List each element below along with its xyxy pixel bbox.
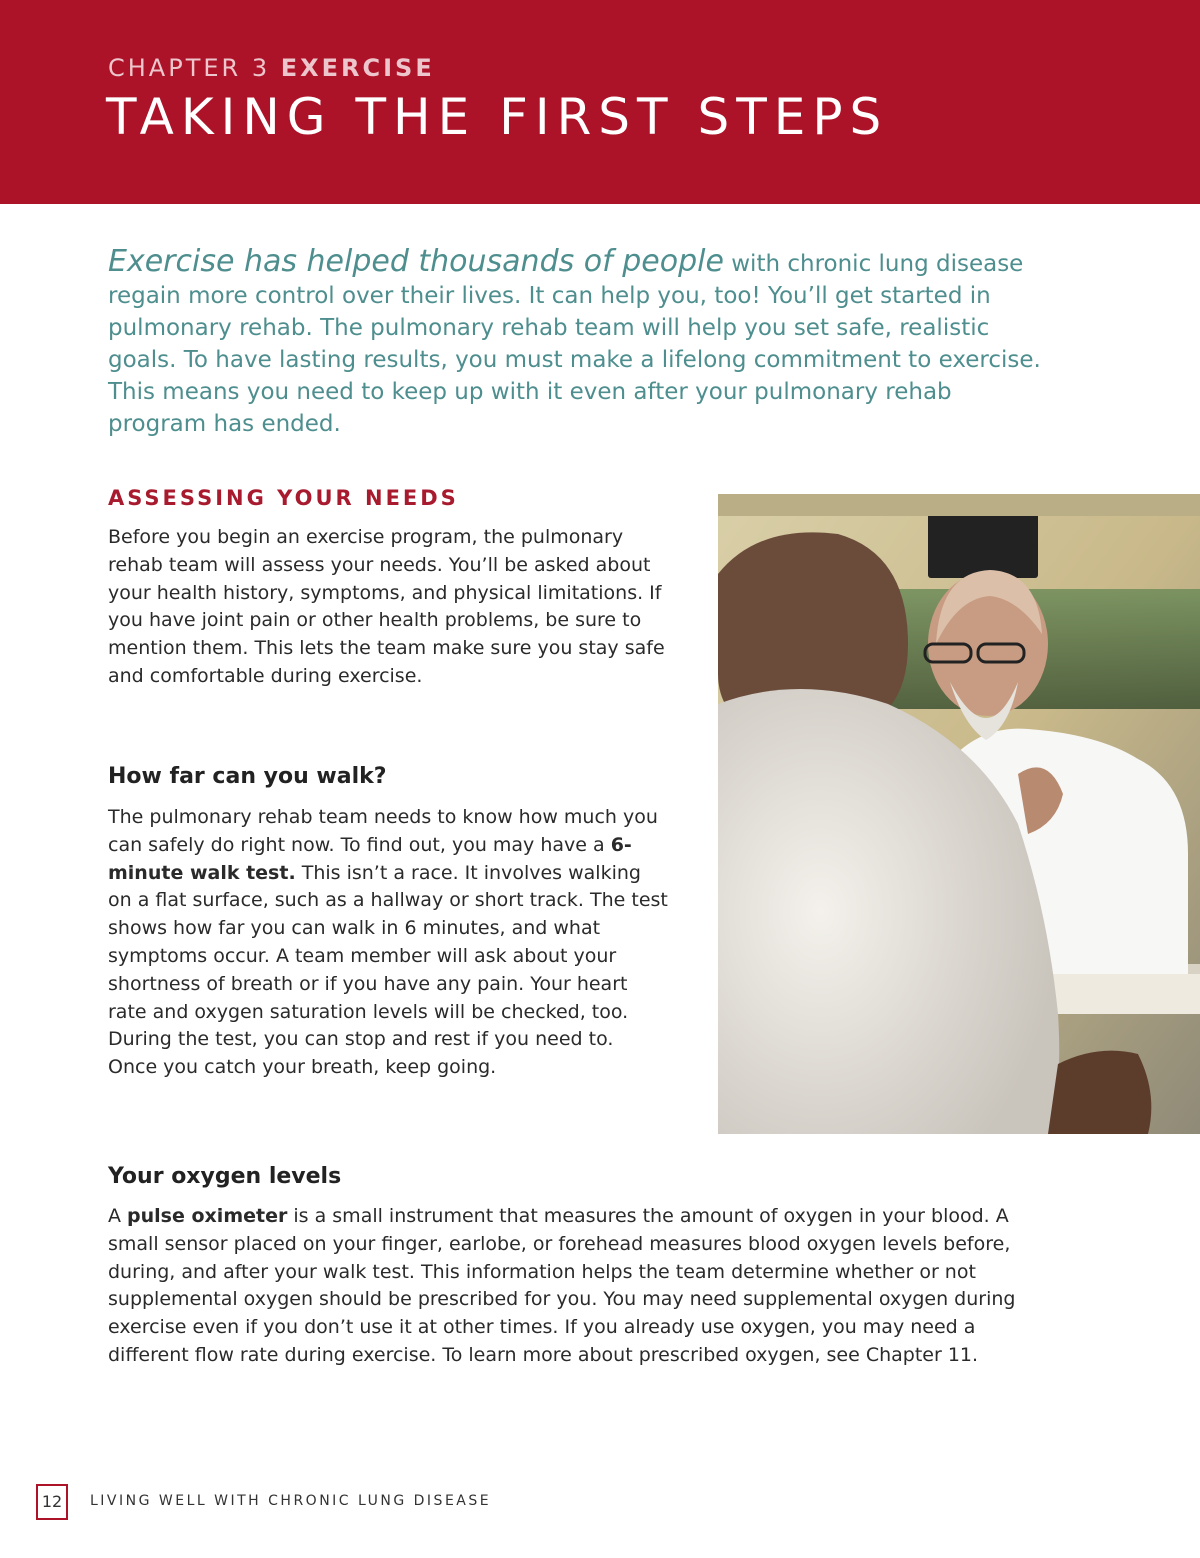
- chapter-number: CHAPTER 3: [108, 54, 271, 82]
- walk-paragraph: [108, 804, 668, 1082]
- chapter-header-band: [0, 0, 1200, 204]
- page-title: TAKING THE FIRST STEPS: [106, 88, 889, 146]
- intro-rest: with chronic lung disease regain more control over their lives. It can help you, too! You’ll get started in pulmonary rehab. The pulmonary rehab team will help you set safe, realistic goals. To have lasting results, you must make a lifelong commitment to exercise. This means you need to keep up with it even after your pulmonary rehab program has ended.: [108, 251, 1041, 437]
- subheading-oxygen: Your oxygen levels: [108, 1164, 342, 1189]
- subheading-walk: How far can you walk?: [108, 764, 387, 789]
- chapter-name: EXERCISE: [280, 54, 435, 82]
- footer-book-title: LIVING WELL WITH CHRONIC LUNG DISEASE: [90, 1493, 492, 1509]
- oxygen-text-2: is a small instrument that measures the amount of oxygen in your blood. A small sensor placed on your finger, earlobe, or forehead measures blood oxygen levels before, during, and after your walk test. This information helps the team determine whether or not supplemental oxygen should be prescribed for you. You may need supplemental oxygen during exercise even if you don’t use it at other times. If you already use oxygen, you may need a different flow rate during exercise. To learn more about prescribed oxygen, see Chapter 11.: [108, 1205, 1016, 1366]
- oxygen-paragraph: [108, 1203, 1048, 1370]
- page-number: 12: [36, 1484, 68, 1520]
- assessing-paragraph: Before you begin an exercise program, the pulmonary rehab team will assess your needs. You’ll be asked about your health history, symptoms, and physical limitations. If you have joint pain or other health problems, be sure to mention them. This lets the team make sure you stay safe and comfortable during exercise.: [108, 526, 665, 687]
- patient-consultation-photo: [718, 494, 1200, 1134]
- section-heading-assessing: ASSESSING YOUR NEEDS: [108, 486, 459, 510]
- walk-text-1: The pulmonary rehab team needs to know how much you can safely do right now. To find out, you may have a: [108, 806, 658, 856]
- pulse-oximeter-term: pulse oximeter: [127, 1205, 288, 1227]
- intro-lead: Exercise has helped thousands of people: [108, 244, 724, 279]
- intro-paragraph: [108, 246, 1048, 440]
- oxygen-text-1: A: [108, 1205, 128, 1227]
- walk-text-2: This isn’t a race. It involves walking on a flat surface, such as a hallway or short track. The test shows how far you can walk in 6 minutes, and what symptoms occur. A team member will ask about your shortness of breath or if you have any pain. Your heart rate and oxygen saturation levels will be checked, too. During the test, you can stop and rest if you need to. Once you catch your breath, keep going.: [108, 861, 668, 1079]
- walk-test-term: 6-minute walk test.: [108, 833, 632, 884]
- chapter-label: [108, 54, 435, 82]
